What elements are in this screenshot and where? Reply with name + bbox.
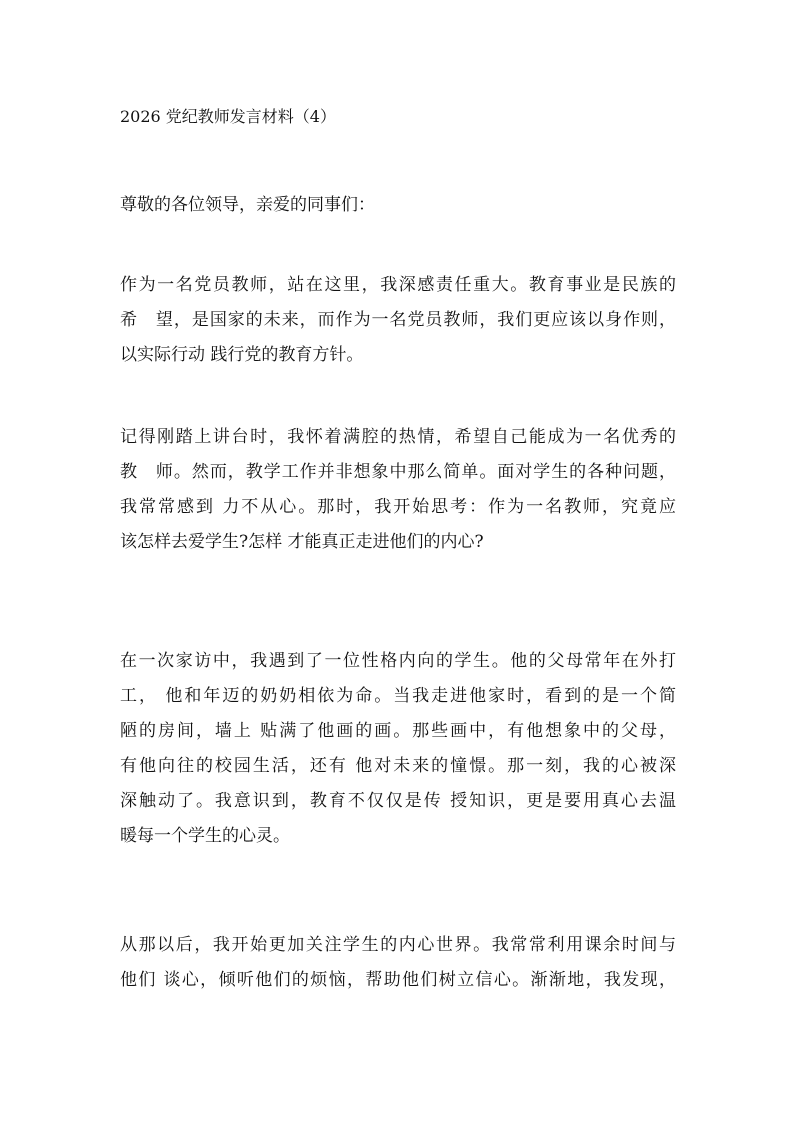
paragraph-line: 作为一名党员教师，站在这里，我深感责任重大。教育事业是民族的 — [120, 275, 676, 295]
paragraph-line: 暖每一个学生的心灵。 — [120, 826, 290, 846]
document-title: 2026 党纪教师发言材料（4） — [120, 107, 336, 126]
paragraph-line: 从那以后，我开始更加关注学生的内心世界。我常常利用课余时间与 — [120, 935, 676, 955]
paragraph-line: 我常常感到 力不从心。那时，我开始思考：作为一名教师，究竟应 — [120, 497, 676, 517]
paragraph-line: 陋的房间，墙上 贴满了他画的画。那些画中，有他想象中的父母， — [120, 721, 676, 741]
paragraph-line: 该怎样去爱学生?怎样 才能真正走进他们的内心? — [120, 532, 484, 552]
greeting-paragraph — [120, 188, 676, 223]
body-paragraph-4 — [120, 928, 676, 998]
body-paragraph-1 — [120, 268, 676, 373]
paragraph-line: 深触动了。我意识到，教育不仅仅是传 授知识，更是要用真心去温 — [120, 791, 676, 811]
paragraph-line: 工， 他和年迈的奶奶相依为命。当我走进他家时，看到的是一个简 — [120, 686, 676, 706]
paragraph-line: 尊敬的各位领导，亲爱的同事们： — [120, 195, 375, 215]
paragraph-line: 教 师。然而，教学工作并非想象中那么简单。面对学生的各种问题， — [120, 462, 676, 482]
paragraph-line: 以实际行动 践行党的教育方针。 — [120, 345, 364, 365]
paragraph-line: 希 望，是国家的未来，而作为一名党员教师，我们更应该以身作则， — [120, 310, 676, 330]
paragraph-line: 在一次家访中，我遇到了一位性格内向的学生。他的父母常年在外打 — [120, 651, 676, 671]
body-paragraph-2 — [120, 420, 676, 560]
paragraph-line: 他们 谈心，倾听他们的烦恼，帮助他们树立信心。渐渐地，我发现， — [120, 970, 676, 990]
paragraph-line: 有他向往的校园生活，还有 他对未来的憧憬。那一刻，我的心被深 — [120, 756, 676, 776]
paragraph-line: 记得刚踏上讲台时，我怀着满腔的热情，希望自己能成为一名优秀的 — [120, 427, 676, 447]
body-paragraph-3 — [120, 644, 676, 854]
